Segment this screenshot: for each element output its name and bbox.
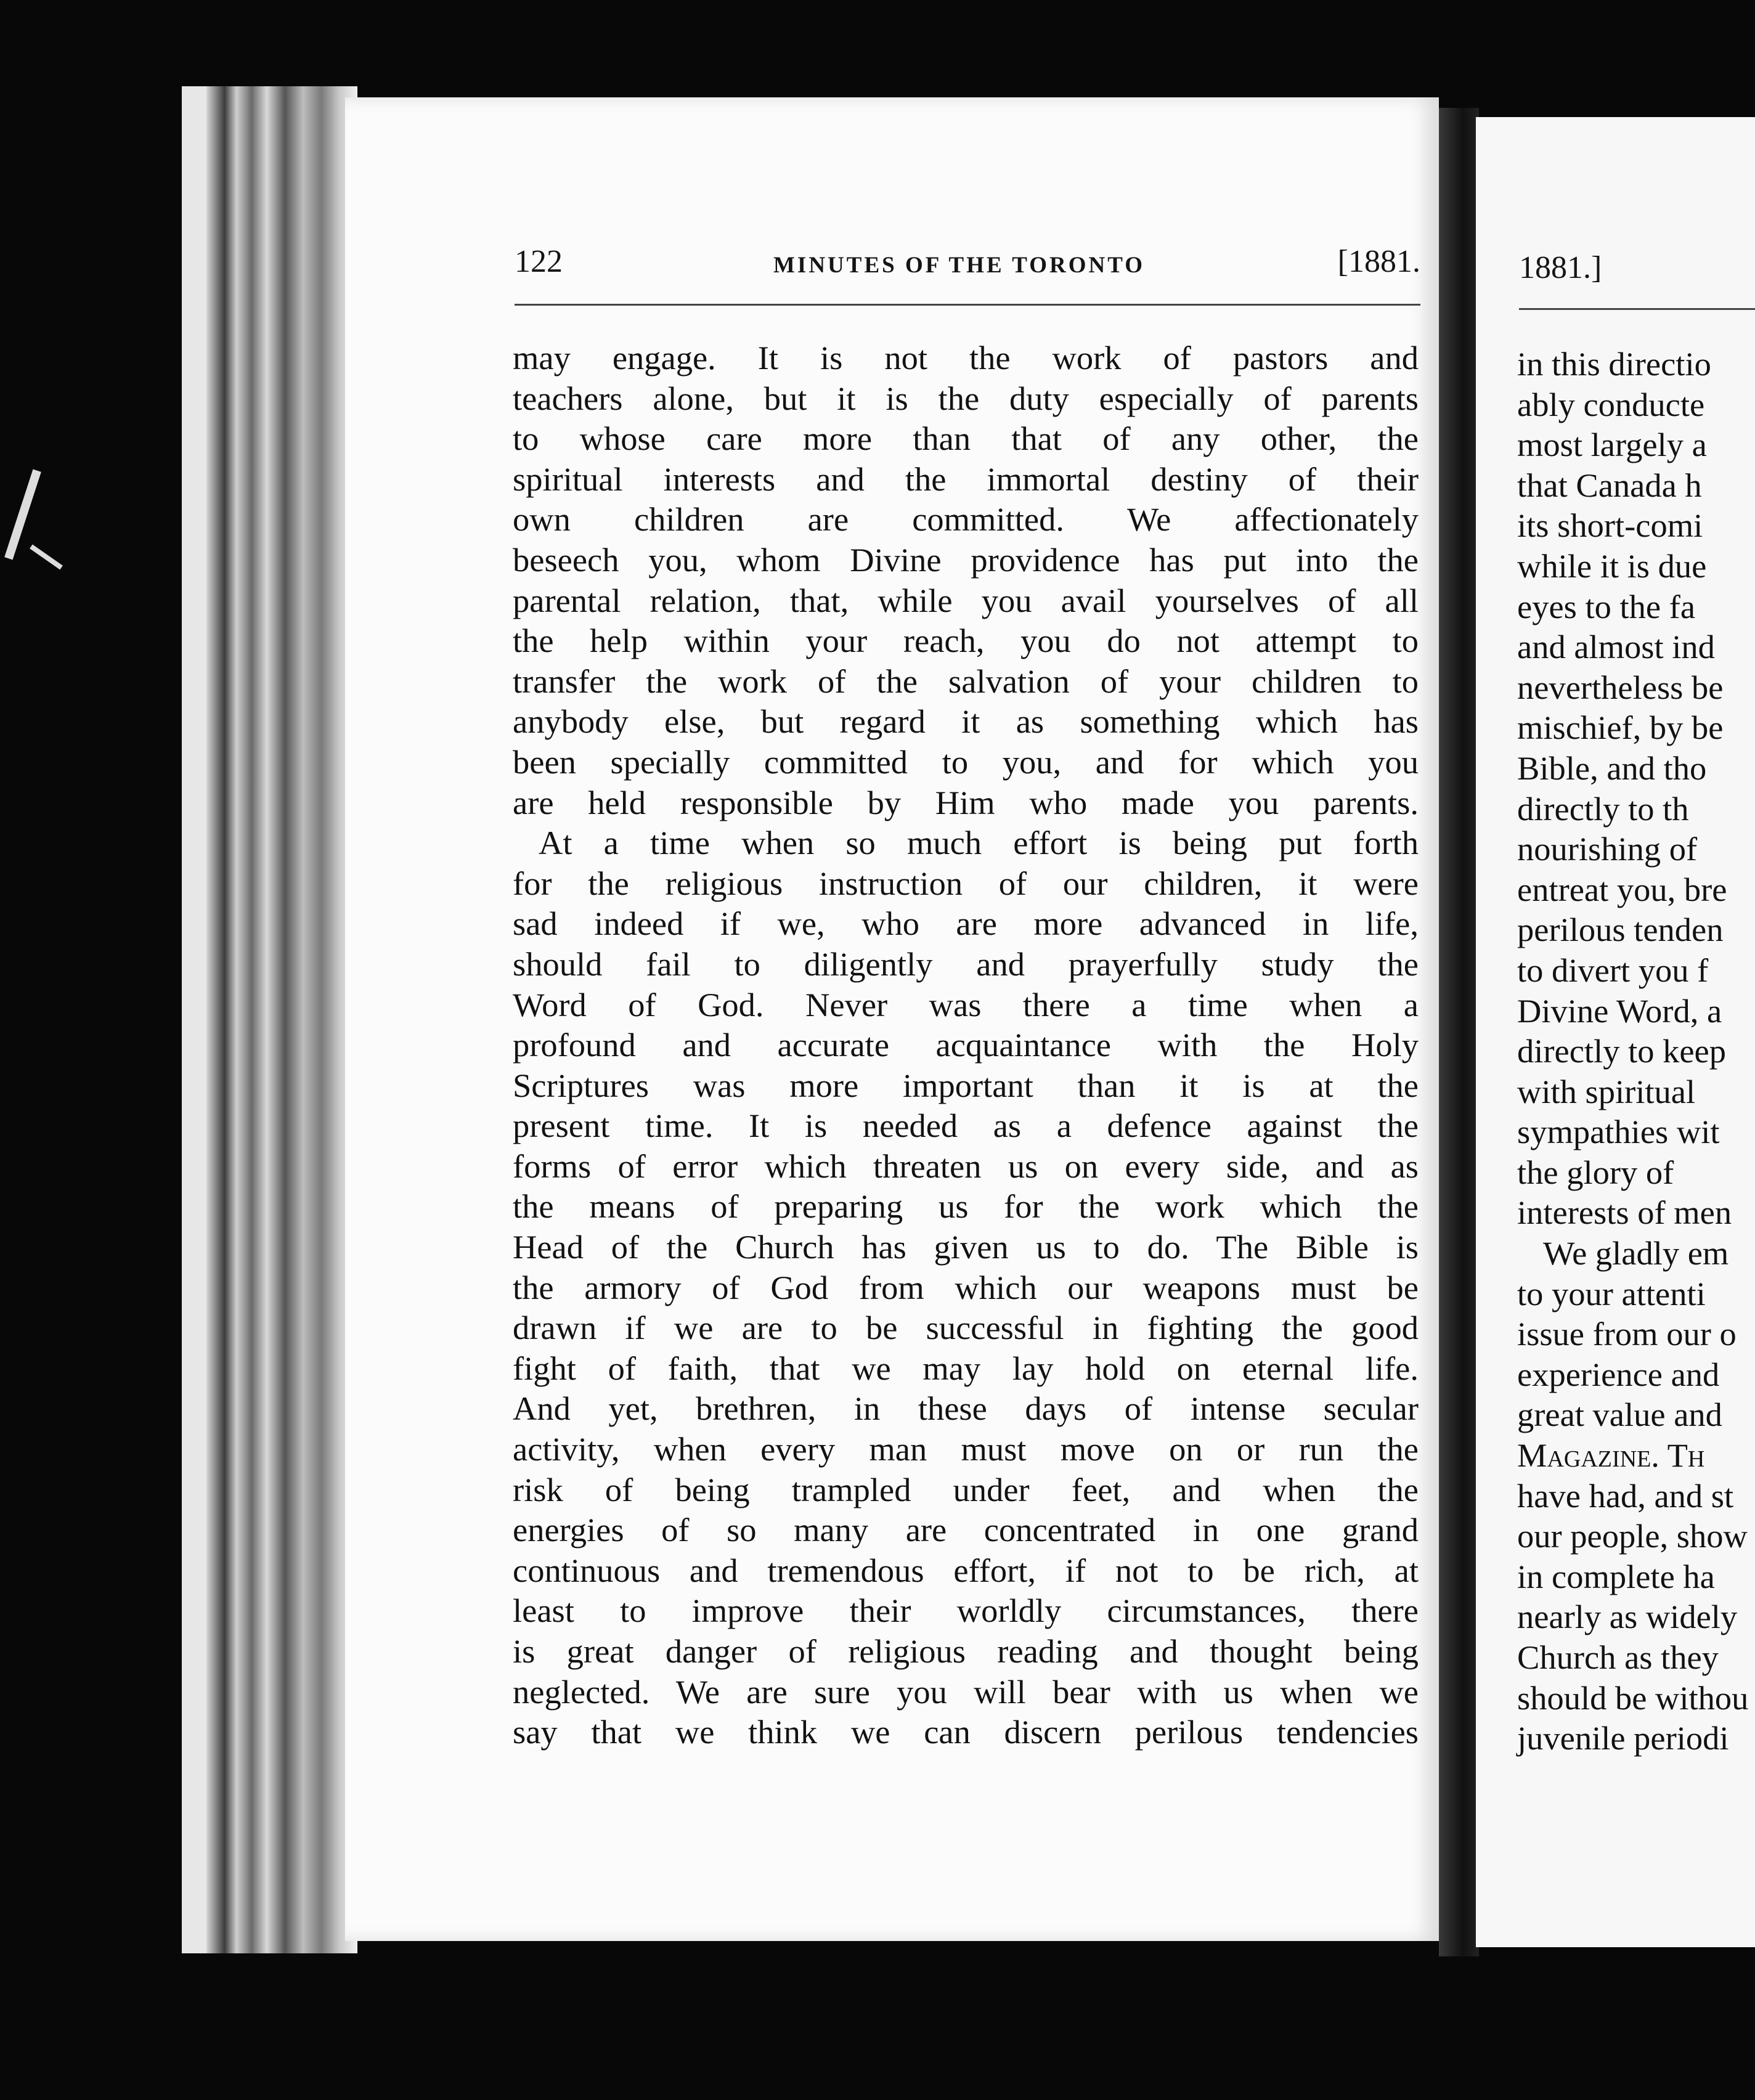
text-line: with spiritual [1517, 1072, 1696, 1110]
text-line: teachers alone, but it is the duty especially of parents [513, 379, 1419, 417]
text-line: activity, when every man must move on or run the [513, 1430, 1419, 1468]
text-line: is great danger of religious reading and thought being [513, 1632, 1419, 1670]
text-line: in complete ha [1517, 1557, 1715, 1595]
text-line: to whose care more than that of any other, the [513, 420, 1419, 458]
text-line: perilous tenden [1517, 911, 1724, 949]
text-line: the means of preparing us for the work which the [513, 1187, 1419, 1226]
right-page-text [1517, 344, 1755, 1759]
text-line: juvenile periodi [1517, 1719, 1729, 1757]
left-page-text [513, 338, 1419, 1752]
text-line: least to improve their worldly circumstances, there [513, 1592, 1419, 1630]
text-line: say that we think we can discern perilous tendencies [513, 1713, 1419, 1751]
text-line: Divine Word, a [1517, 991, 1722, 1030]
text-line: sympathies wit [1517, 1113, 1720, 1151]
text-line: the armory of God from which our weapons must be [513, 1268, 1419, 1306]
left-page-year: [1881. [1337, 244, 1420, 279]
text-line: drawn if we are to be successful in fighting the good [513, 1309, 1419, 1347]
text-line: been specially committed to you, and for which you [513, 743, 1419, 781]
text-line: are held responsible by Him who made you parents. [513, 783, 1419, 821]
text-line: to divert you f [1517, 951, 1709, 989]
text-line: the help within your reach, you do not attempt to [513, 622, 1419, 660]
text-line: ably conducte [1517, 385, 1705, 423]
text-line: most largely a [1517, 426, 1707, 464]
text-line: fight of faith, that we may lay hold on eternal life. [513, 1349, 1419, 1387]
text-line: its short-comi [1517, 507, 1703, 545]
text-line: Word of God. Never was there a time when a [513, 985, 1419, 1024]
text-line: risk of being trampled under feet, and when the [513, 1470, 1419, 1508]
text-line: We gladly em [1543, 1234, 1729, 1272]
text-line: Bible, and tho [1517, 749, 1707, 787]
left-header-rule [515, 304, 1420, 306]
text-line: parental relation, that, while you avail yourselves of all [513, 581, 1419, 619]
text-line: neglected. We are sure you will bear with us when we [513, 1672, 1419, 1711]
text-line: transfer the work of the salvation of your children to [513, 662, 1419, 700]
scan-mark [30, 545, 63, 570]
right-page [1476, 117, 1755, 1947]
text-line: forms of error which threaten us on every side, and as [513, 1147, 1419, 1185]
text-line: mischief, by be [1517, 709, 1724, 747]
text-line: have had, and st [1517, 1476, 1734, 1515]
text-line: and almost ind [1517, 628, 1715, 666]
running-title: MINUTES OF THE TORONTO [773, 253, 1146, 278]
text-line: Magazine. Th [1517, 1436, 1705, 1475]
left-page-header [515, 243, 1420, 293]
text-line: continuous and tremendous effort, if not to be rich, at [513, 1551, 1419, 1589]
text-line: At a time when so much effort is being put forth [539, 824, 1419, 862]
text-line: interests of men [1517, 1194, 1732, 1232]
text-line: great value and [1517, 1396, 1722, 1434]
text-line: in this directio [1517, 345, 1711, 383]
text-line: Scriptures was more important than it is at the [513, 1066, 1419, 1104]
text-line: experience and [1517, 1355, 1720, 1393]
text-line: beseech you, whom Divine providence has put into the [513, 540, 1419, 579]
text-line: present time. It is needed as a defence against the [513, 1107, 1419, 1145]
text-line: own children are committed. We affectionately [513, 500, 1419, 539]
text-line: should be withou [1517, 1679, 1749, 1717]
text-line: sad indeed if we, who are more advanced in life, [513, 905, 1419, 943]
text-line: the glory of [1517, 1153, 1674, 1191]
book-gutter [1439, 108, 1479, 1956]
right-header-rule [1519, 308, 1755, 310]
text-line: nevertheless be [1517, 668, 1724, 706]
text-line: our people, show [1517, 1517, 1748, 1555]
text-line: entreat you, bre [1517, 870, 1727, 908]
right-page-year: 1881.] [1519, 250, 1602, 285]
text-line: nearly as widely [1517, 1598, 1738, 1636]
text-line: to your attenti [1517, 1274, 1706, 1312]
text-line: should fail to diligently and prayerfully study the [513, 945, 1419, 983]
text-line: nourishing of [1517, 830, 1698, 868]
text-line: directly to keep [1517, 1032, 1726, 1070]
text-line: for the religious instruction of our children, it were [513, 864, 1419, 902]
text-line: issue from our o [1517, 1315, 1737, 1353]
text-line: energies of so many are concentrated in one grand [513, 1511, 1419, 1549]
text-line: Head of the Church has given us to do. The Bible is [513, 1228, 1419, 1266]
text-line: eyes to the fa [1517, 587, 1696, 625]
text-line: may engage. It is not the work of pastors and [513, 339, 1419, 376]
text-line: profound and accurate acquaintance with the Holy [513, 1026, 1419, 1064]
book-page-edges [206, 86, 357, 1953]
text-line: And yet, brethren, in these days of intense secular [513, 1390, 1419, 1428]
text-line: directly to th [1517, 789, 1689, 828]
text-line: anybody else, but regard it as something which has [513, 702, 1419, 741]
text-line: while it is due [1517, 547, 1707, 585]
text-line: that Canada h [1517, 466, 1702, 504]
page-number: 122 [515, 244, 563, 279]
text-line: spiritual interests and the immortal destiny of their [513, 460, 1419, 498]
text-line: Church as they [1517, 1638, 1719, 1676]
